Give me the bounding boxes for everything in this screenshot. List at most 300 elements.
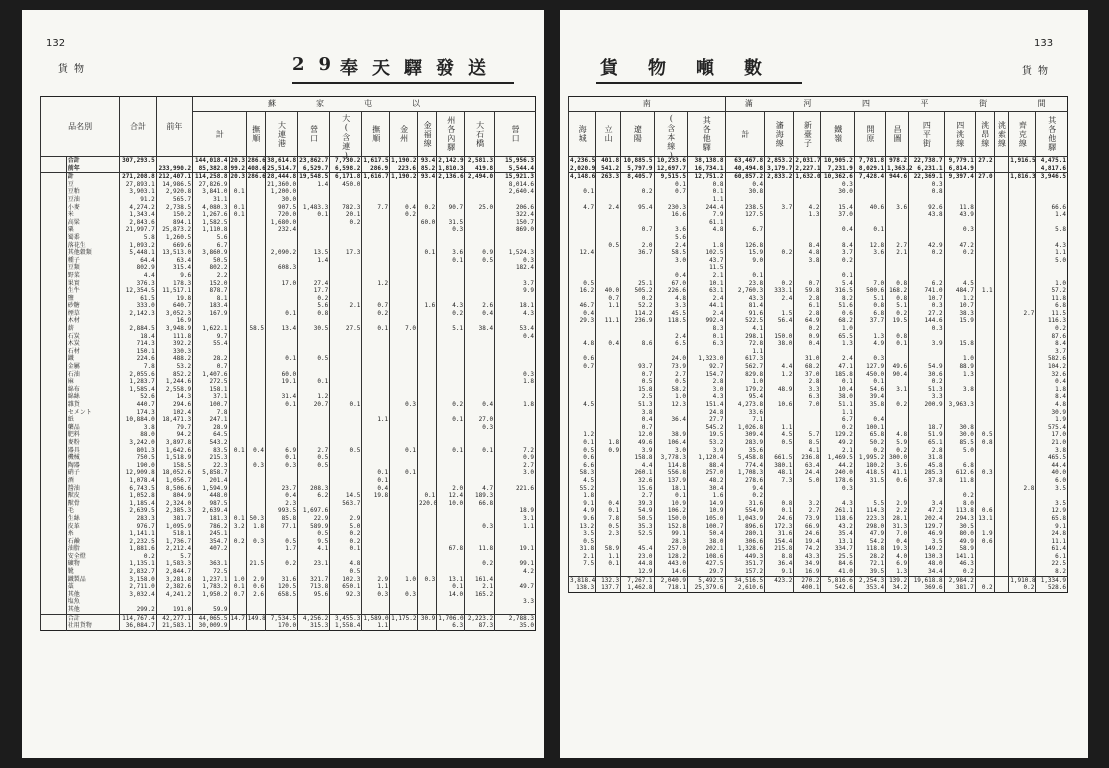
table-cell: 4.1 (794, 447, 821, 455)
table-cell (765, 393, 794, 401)
table-cell (330, 431, 362, 439)
table-row (569, 157, 1068, 165)
table-row (569, 462, 1068, 470)
table-cell: 2,640.4 (495, 188, 536, 196)
table-cell: 4,475.1 (1036, 157, 1068, 165)
table-cell: 5.0 (944, 447, 975, 455)
table-cell: 180.2 (854, 462, 885, 470)
table-cell (854, 492, 885, 500)
table-cell: 24.6 (794, 530, 821, 538)
table-cell (1009, 219, 1036, 227)
row-label: 綿布 (66, 386, 120, 394)
table-cell (886, 409, 909, 417)
table-row (569, 378, 1068, 386)
group-gutter (41, 622, 67, 630)
table-cell: 23,862.7 (299, 157, 329, 164)
table-cell: 170.0 (265, 622, 297, 630)
table-cell: 45.4 (621, 545, 654, 553)
table-cell (229, 492, 246, 500)
table-cell (362, 234, 390, 242)
table-cell (1036, 219, 1068, 227)
table-row (41, 371, 536, 379)
table-cell (229, 378, 246, 386)
table-cell: 4.3 (495, 310, 536, 318)
table-cell: 47.2 (944, 242, 975, 250)
table-cell: 0.2 (621, 188, 654, 196)
table-cell (265, 606, 297, 614)
table-cell (362, 553, 390, 561)
table-cell (994, 530, 1009, 538)
table-cell: 90.7 (437, 204, 465, 212)
table-cell: 4.8 (1036, 401, 1068, 409)
table-cell (229, 287, 246, 295)
table-cell (1009, 340, 1036, 348)
table-cell: 0.3 (390, 401, 418, 409)
table-cell (229, 219, 246, 227)
table-cell: 381.7 (156, 515, 192, 523)
table-cell: 0.2 (821, 424, 854, 432)
table-cell (465, 219, 495, 227)
table-cell: 976.7 (120, 523, 156, 531)
table-cell: 58.9 (944, 545, 975, 553)
table-cell: 1,093.2 (120, 242, 156, 250)
table-cell: 1.6 (418, 302, 437, 310)
table-cell (193, 348, 229, 356)
table-cell (418, 424, 437, 432)
table-cell: 6.9 (886, 560, 909, 568)
table-cell (765, 242, 794, 250)
table-cell (298, 386, 330, 394)
table-cell (596, 568, 621, 576)
table-cell: 12.3 (654, 401, 687, 409)
table-cell: 16.6 (654, 211, 687, 219)
table-cell: 161.4 (465, 576, 495, 584)
table-cell (1009, 242, 1036, 250)
table-cell: 85.5 (944, 439, 975, 447)
table-cell (1009, 477, 1036, 485)
table-cell: 0.1 (596, 560, 621, 568)
table-row (41, 348, 536, 356)
table-cell: 0.7 (794, 280, 821, 288)
group-gutter (41, 515, 67, 523)
table-cell (994, 219, 1009, 227)
table-cell: 0.4 (725, 181, 765, 189)
table-cell: 37.7 (854, 317, 885, 325)
table-cell: 1,783.2 (193, 583, 229, 591)
table-row (41, 173, 536, 181)
running-head-right: 貨物 (1022, 66, 1054, 77)
table-cell: 6.2 (298, 492, 330, 500)
table-cell (495, 234, 536, 242)
table-cell: 10.4 (821, 386, 854, 394)
table-cell (246, 188, 265, 196)
table-cell (465, 211, 495, 219)
table-cell: 3,032.4 (120, 591, 156, 599)
table-cell: 443.0 (654, 560, 687, 568)
table-cell (229, 553, 246, 561)
table-cell: 1.3 (944, 371, 975, 379)
table-cell: 0.2 (621, 295, 654, 303)
table-cell (246, 295, 265, 303)
table-cell: 8.2 (1036, 568, 1068, 576)
table-cell: 190.0 (120, 462, 156, 470)
table-cell: 114,767.4 (120, 614, 156, 622)
row-label: 鐵製品 (66, 576, 120, 584)
row-label: 醬油 (66, 485, 120, 493)
table-cell (975, 477, 994, 485)
table-cell: 92.6 (909, 204, 944, 212)
table-cell: 7,730.2 (330, 157, 362, 165)
table-cell (437, 393, 465, 401)
table-cell (975, 500, 994, 508)
table-cell (569, 348, 596, 356)
table-cell (994, 257, 1009, 265)
table-cell (909, 492, 944, 500)
table-cell (465, 371, 495, 379)
table-cell: 6.8 (854, 310, 885, 318)
table-cell: 93.7 (621, 363, 654, 371)
table-cell: 5.1 (437, 325, 465, 333)
table-cell: 37.0 (794, 371, 821, 379)
table-cell (994, 348, 1009, 356)
table-cell: 0.4 (596, 340, 621, 348)
table-cell (909, 333, 944, 341)
table-cell: 4.3 (687, 393, 725, 401)
table-cell: 0.3 (975, 469, 994, 477)
table-cell (765, 272, 794, 280)
table-cell: 449.3 (725, 553, 765, 561)
table-cell (765, 211, 794, 219)
table-cell (265, 287, 297, 295)
table-cell (886, 264, 909, 272)
table-cell (794, 424, 821, 432)
table-cell (909, 348, 944, 356)
table-cell: 0.8 (975, 439, 994, 447)
table-cell: 102.5 (687, 249, 725, 257)
table-cell: 202.4 (909, 515, 944, 523)
table-row (41, 310, 536, 318)
table-cell (362, 530, 390, 538)
group-gutter (41, 204, 67, 212)
table-cell: 215.3 (193, 454, 229, 462)
table-cell (418, 439, 437, 447)
table-cell (437, 181, 465, 189)
table-cell: 24.8 (687, 409, 725, 417)
table-cell (229, 181, 246, 189)
table-cell: 3,897.8 (156, 439, 192, 447)
table-cell (1009, 386, 1036, 394)
table-cell: 165.2 (465, 591, 495, 599)
table-cell: 3.5 (569, 530, 596, 538)
table-cell: 0.1 (465, 447, 495, 455)
table-cell: 223.3 (854, 515, 885, 523)
table-cell (390, 622, 418, 630)
table-cell: 30,009.9 (193, 622, 229, 630)
table-cell (330, 363, 362, 371)
table-cell: 0.1 (362, 469, 390, 477)
table-cell (229, 530, 246, 538)
table-cell (944, 234, 975, 242)
table-cell: 3.0 (495, 469, 536, 477)
table-cell (330, 393, 362, 401)
table-cell: 0.2 (298, 295, 330, 303)
table-cell: 1.1 (725, 348, 765, 356)
table-cell: 67.8 (437, 545, 465, 553)
table-cell: 257.0 (654, 545, 687, 553)
table-cell: 5.7 (794, 431, 821, 439)
table-cell: 223.6 (390, 165, 418, 173)
table-cell: 878.7 (193, 287, 229, 295)
table-cell: 5.6 (298, 302, 330, 310)
table-cell: 1,343.4 (120, 211, 156, 219)
table-cell (193, 553, 229, 561)
table-cell: 0.4 (362, 485, 390, 493)
table-cell: 50.3 (246, 515, 265, 523)
table-cell: 12,354.5 (120, 287, 156, 295)
table-cell: 0.4 (465, 310, 495, 318)
table-cell (944, 409, 975, 417)
table-cell (569, 333, 596, 341)
table-row (41, 333, 536, 341)
table-cell (390, 515, 418, 523)
table-cell: 22,738.7 (909, 157, 944, 165)
row-label: 油脂 (66, 545, 120, 553)
group-gutter (41, 317, 67, 325)
table-cell: 30.0 (821, 188, 854, 196)
row-label: 硝子 (66, 469, 120, 477)
table-row (41, 416, 536, 424)
table-cell: 48.0 (909, 560, 944, 568)
table-cell: 2.7 (654, 371, 687, 379)
table-cell: 5.6 (193, 234, 229, 242)
table-cell (994, 401, 1009, 409)
table-cell: 407.2 (193, 545, 229, 553)
table-cell: 0.4 (495, 333, 536, 341)
table-cell (229, 295, 246, 303)
table-cell (994, 188, 1009, 196)
table-cell: 400.1 (794, 584, 821, 592)
table-cell: 9.0 (725, 257, 765, 265)
table-cell (854, 272, 885, 280)
table-cell: 16.2 (569, 287, 596, 295)
table-cell: 3,052.3 (156, 310, 192, 318)
table-cell (994, 439, 1009, 447)
table-cell: 60.0 (418, 219, 437, 227)
table-cell: 88.9 (944, 363, 975, 371)
table-cell (229, 606, 246, 614)
table-cell: 1.9 (1036, 416, 1068, 424)
table-cell: 0.1 (265, 355, 297, 363)
table-cell (298, 469, 330, 477)
table-cell (418, 280, 437, 288)
table-cell (569, 393, 596, 401)
table-cell: 49.6 (886, 363, 909, 371)
left-col-header: 大(含連) (330, 112, 362, 157)
table-cell (654, 196, 687, 204)
table-row (569, 302, 1068, 310)
table-cell: 1.0 (390, 576, 418, 584)
table-cell (229, 560, 246, 568)
table-cell: 39.4 (854, 393, 885, 401)
table-cell: 1,483.3 (298, 204, 330, 212)
table-cell (362, 598, 390, 606)
table-cell: 11.8 (1036, 295, 1068, 303)
right-col-header: 四洮線 (944, 112, 975, 157)
table-cell (298, 598, 330, 606)
table-cell (975, 242, 994, 250)
table-cell (418, 181, 437, 189)
table-cell (465, 196, 495, 204)
table-cell: 202.1 (687, 545, 725, 553)
table-cell (794, 264, 821, 272)
table-cell: 100.1 (854, 424, 885, 432)
table-cell: 12,697.7 (654, 165, 687, 173)
table-cell: 33.6 (725, 409, 765, 417)
table-row (569, 226, 1068, 234)
table-cell: 158.5 (156, 462, 192, 470)
table-cell: 3.6 (886, 204, 909, 212)
table-cell (246, 226, 265, 234)
table-cell (437, 196, 465, 204)
table-cell (975, 188, 994, 196)
table-cell (569, 295, 596, 303)
table-cell: 1.3 (886, 568, 909, 576)
table-cell (465, 234, 495, 242)
table-cell (621, 355, 654, 363)
table-cell: 15.8 (944, 340, 975, 348)
table-cell (330, 257, 362, 265)
right-col-header: 洮索線 (994, 112, 1009, 157)
table-cell (437, 363, 465, 371)
table-cell (298, 439, 330, 447)
group-gutter (41, 280, 67, 288)
group-gutter (41, 477, 67, 485)
group-gutter (41, 560, 67, 568)
table-cell: 41.0 (821, 568, 854, 576)
table-cell (909, 219, 944, 227)
table-row (569, 553, 1068, 561)
table-cell: 0.1 (854, 378, 885, 386)
table-cell (229, 439, 246, 447)
table-row (569, 196, 1068, 204)
table-cell: 64.4 (120, 257, 156, 265)
table-cell: 77.1 (265, 523, 297, 531)
table-cell (246, 181, 265, 189)
table-cell (621, 348, 654, 356)
table-row (569, 538, 1068, 546)
table-cell: 27.2 (975, 157, 994, 165)
table-cell (330, 439, 362, 447)
table-cell: 257.0 (687, 469, 725, 477)
table-cell: 261.1 (821, 507, 854, 515)
table-row (41, 622, 536, 630)
table-cell (465, 462, 495, 470)
table-cell: 3.5 (1036, 500, 1068, 508)
right-col-header: 洮昂線 (975, 112, 994, 157)
table-cell: 0.6 (246, 583, 265, 591)
table-cell: 0.5 (975, 431, 994, 439)
table-cell: 2,227.1 (795, 164, 821, 172)
table-cell: 9.9 (495, 287, 536, 295)
table-cell (362, 538, 390, 546)
table-cell (975, 310, 994, 318)
table-cell: 1.6 (687, 492, 725, 500)
table-cell (246, 469, 265, 477)
table-cell (362, 523, 390, 531)
table-cell: 238.5 (725, 204, 765, 212)
table-cell (437, 477, 465, 485)
table-cell: 271,208.8 (120, 173, 156, 181)
table-cell (944, 188, 975, 196)
table-cell (246, 333, 265, 341)
table-cell (465, 363, 495, 371)
table-cell (1009, 348, 1036, 356)
table-cell (596, 393, 621, 401)
table-cell (994, 469, 1009, 477)
table-cell (596, 355, 621, 363)
table-cell: 35.4 (821, 530, 854, 538)
table-cell (265, 530, 297, 538)
group-gutter (41, 614, 67, 622)
table-cell: 0.5 (765, 439, 794, 447)
table-cell: 2,558.9 (156, 386, 192, 394)
table-cell (944, 454, 975, 462)
table-cell (437, 598, 465, 606)
table-cell (854, 264, 885, 272)
table-cell: 1,328.6 (725, 545, 765, 553)
table-cell: 3.7 (495, 280, 536, 288)
table-cell: 6,598.2 (330, 165, 362, 173)
table-cell (390, 196, 418, 204)
table-cell: 5.6 (654, 234, 687, 242)
table-cell: 4.3 (821, 500, 854, 508)
table-cell: 63,467.8 (725, 157, 765, 165)
table-cell (465, 264, 495, 272)
table-cell: 27.7 (687, 416, 725, 424)
row-label: 器具 (66, 447, 120, 455)
table-cell: 0.3 (265, 462, 297, 470)
table-cell: 263.3 (596, 173, 621, 181)
table-cell: 992.4 (687, 317, 725, 325)
table-cell (994, 576, 1009, 584)
right-col-header: 計 (725, 112, 765, 157)
table-cell (156, 598, 192, 606)
table-cell: 9.6 (569, 515, 596, 523)
table-cell (298, 348, 330, 356)
table-cell (886, 492, 909, 500)
table-cell (362, 371, 390, 379)
table-cell: 15.9 (725, 249, 765, 257)
table-cell: 354.7 (193, 538, 229, 546)
table-cell: 2,142.3 (120, 310, 156, 318)
right-page (560, 10, 1088, 758)
table-cell (596, 454, 621, 462)
table-cell (330, 226, 362, 234)
left-col-header: 大石橋 (465, 112, 495, 157)
table-cell: 3.3 (909, 393, 944, 401)
table-cell (1036, 196, 1068, 204)
left-col-header: 金州 (390, 112, 418, 157)
table-cell: 321.7 (298, 576, 330, 584)
table-cell: 1,260.5 (156, 234, 192, 242)
table-cell: 713.8 (298, 583, 330, 591)
table-cell (794, 234, 821, 242)
table-cell: 3.8 (120, 424, 156, 432)
table-cell: 0.2 (1036, 325, 1068, 333)
table-cell: 25.1 (621, 280, 654, 288)
table-cell: 2.8 (909, 447, 944, 455)
table-cell (156, 157, 192, 165)
